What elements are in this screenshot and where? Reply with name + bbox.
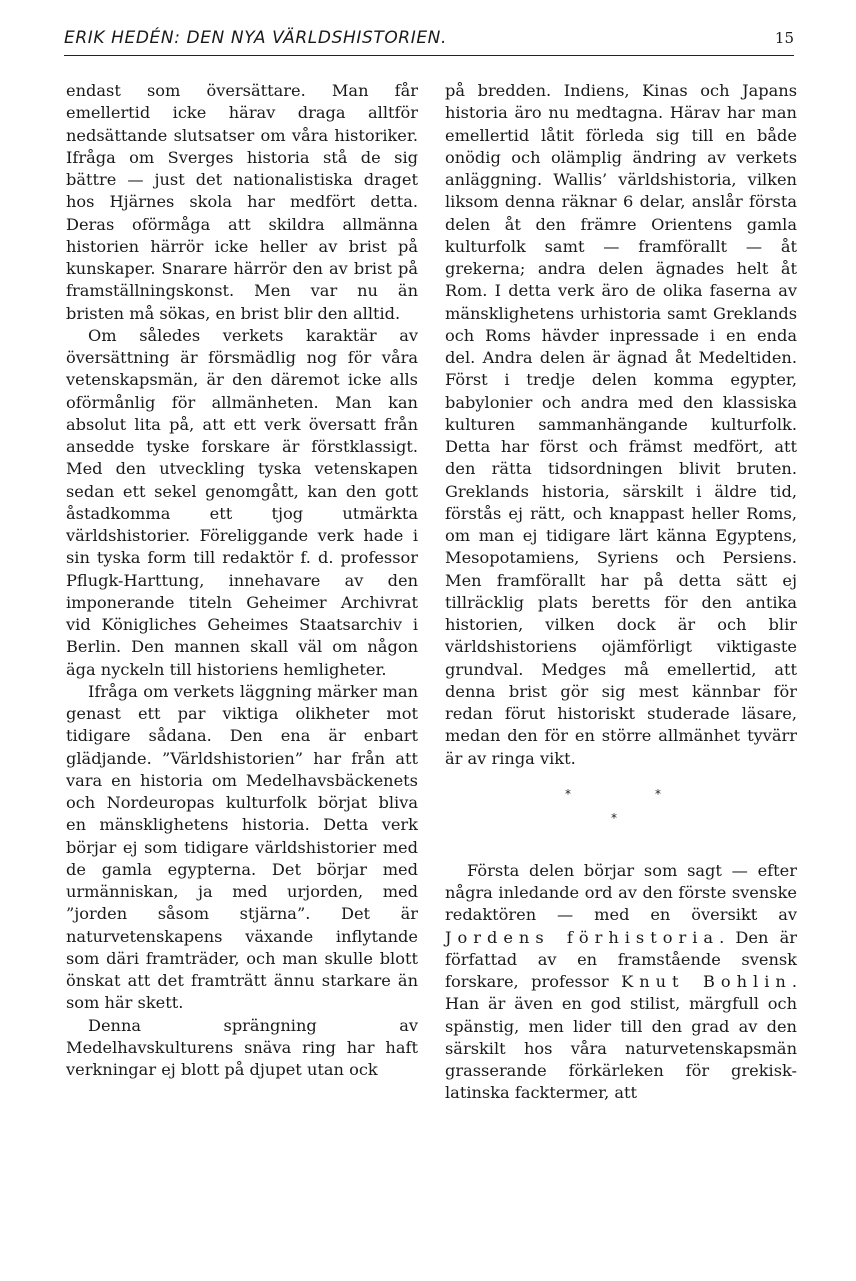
asterisk-icon: * [655,786,661,801]
paragraph: endast som översättare. Man får emellertid icke härav draga alltför nedsättande slutsatser om våra historiker. Ifråga om Sverges historia stå de sig bättre — just det nationalistiska draget hos Hjärnes skola har medfört detta. Deras oförmåga att skildra allmänna historien härrör icke heller av brist på kunskaper. Snarare härrör den av brist på framställningskonst. Men var nu än bristen må sökas, en brist blir den alltid. [66,81,418,323]
paragraph [445,860,797,1105]
header-rule [64,55,794,56]
paragraph: Denna sprängning av Medelhavskulturens snäva ring har haft verkningar ej blott på djupet utan ock [66,1015,418,1079]
asterism-divider [445,782,797,842]
paragraph: Om således verkets karaktär av översättning är försmädlig nog för våra vetenskapsmän, är den däremot icke alls oförmånlig för allmänheten. Man kan absolut lita på, att ett verk översatt från ansedde tyske forskare är förstklassigt. Med den utveckling tyska vetenskapen sedan ett sekel genomgått, kan den gott åstadkomma ett tjog utmärkta världshistorier. Föreliggande verk hade i sin tyska form till redaktör f. d. professor Pflugk-Harttung, innehavare av den imponerande titeln Geheimer Archivrat vid Königliches Geheimes Staatsarchiv i Berlin. Den mannen skall väl om någon äga nyckeln till historiens hemligheter. [66,325,418,679]
asterisk-icon: * [565,786,571,801]
left-column [66,80,418,1081]
paragraph: på bredden. Indiens, Kinas och Japans historia äro nu medtagna. Härav har man emellertid låtit förleda sig till en både onödig och olämplig ändring av verkets anläggning. Wallis’ världshistoria, vilken liksom denna räknar 6 delar, anslår första delen åt den främre Orientens gamla kulturfolk samt — framförallt — åt grekerna; andra delen ägnades helt åt Rom. I detta verk äro de olika faserna av mänsklighetens urhistoria samt Greklands och Roms hävder inpressade i en enda del. Andra delen är ägnad åt Medeltiden. Först i tredje delen komma egypter, babylonier och andra med den klassiska kulturen sammanhängande kulturfolk. Detta har först och främst medfört, att den rätta tidsordningen blivit bruten. Greklands historia, särskilt i äldre tid, förstås ej rätt, och knappast heller Roms, om man ej tidigare lärt känna Egyptens, Mesopotamiens, Syriens och Persiens. Men framförallt har på detta sätt ej tillräcklig plats beretts för den antika historien, vilken dock är och blir världshistoriens ojämförligt viktigaste grundval. Medges må emellertid, att denna brist gör sig mest kännbar för redan förut historiskt studerade läsare, medan den för en större allmänhet tyvärr är av ringa vikt. [445,81,797,768]
page-number: 15 [774,29,794,47]
text-run: Första delen börjar som sagt — efter några inledande ord av den förste svenske redaktören — med en översikt av [445,860,797,925]
right-column [445,80,797,1105]
asterisk-icon: * [611,810,617,825]
text-run: . Den är författad av en framstående svensk forskare, professor [445,927,797,991]
text-run: . Han är även en god stilist, märgfull och spänstig, men lider till den grad av den särskilt hos våra naturvetenskapsmän grasserande förkärleken för grekisk-latinska facktermer, att [445,972,797,1103]
running-head: ERIK HEDÉN: DEN NYA VÄRLDSHISTORIEN. [64,28,447,48]
page-header [64,28,794,56]
paragraph: Ifråga om verkets läggning märker man genast ett par viktiga olikheter mot tidigare sådana. Den ena är enbart glädjande. ”Världshistorien” har från att vara en historia om Medelhavsbäckenets och Nordeuropas kulturfolk börjat bliva en mänsklighetens historia. Detta verk börjar ej som tidigare världshistorier med de gamla egypterna. Det börjar med urmänniskan, ja med urjorden, med ”jorden såsom stjärna”. Det är naturvetenskapens växande inflytande som däri framträder, och man skulle blott önskat att det framträtt ännu starkare än som här skett. [66,681,418,1013]
spaced-author-name: Knut Bohlin [621,972,792,991]
spaced-title: Jordens förhistoria [445,927,720,947]
